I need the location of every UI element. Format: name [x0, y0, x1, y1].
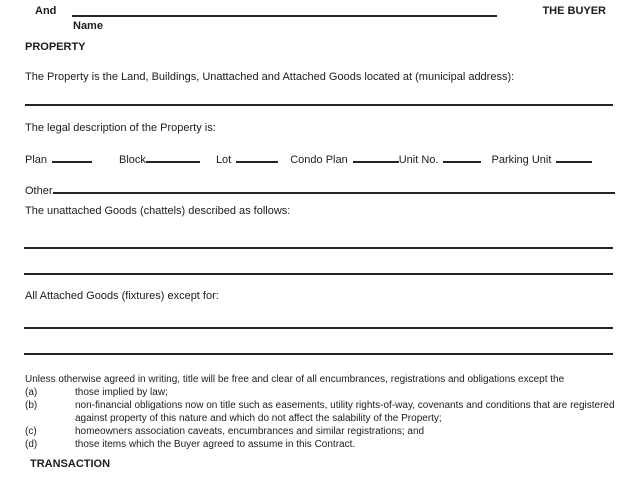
unit-no-label: Unit No.: [398, 154, 439, 166]
encumbrances-intro: Unless otherwise agreed in writing, title will be free and clear of all encumbrances, registrations and obligations except the: [25, 374, 565, 385]
unattached-goods-line-1[interactable]: [24, 247, 613, 249]
clause-label-b: (b): [25, 400, 38, 411]
other-field-line[interactable]: [53, 181, 615, 194]
transaction-heading: TRANSACTION: [30, 458, 111, 470]
clause-text-c: homeowners association caveats, encumbrances and similar registrations; and: [75, 426, 425, 437]
unattached-goods-line-2[interactable]: [24, 273, 613, 275]
buyer-name-field-line[interactable]: [72, 15, 497, 17]
legal-description-label: The legal description of the Property is:: [25, 122, 216, 134]
block-label: Block: [119, 154, 146, 166]
encumbrances-section: [25, 373, 625, 451]
attached-goods-line-2[interactable]: [24, 353, 613, 355]
clause-text-a: those implied by law;: [75, 387, 168, 398]
lot-label: Lot: [215, 154, 232, 166]
clause-item-c: [25, 425, 625, 438]
condo-plan-field[interactable]: [353, 151, 399, 163]
clause-text-b: non-financial obligations now on title such as easements, utility rights-of-way, covenants and conditions that are registered against property of this nature and which do not affect the salability of the Property;: [75, 400, 615, 424]
clause-item-d: [25, 438, 625, 451]
other-label: Other: [25, 185, 53, 197]
property-intro: The Property is the Land, Buildings, Unattached and Attached Goods located at (municipal address):: [25, 71, 515, 83]
legal-description-fields-row: [25, 151, 592, 167]
clause-text-d: those items which the Buyer agreed to assume in this Contract.: [75, 439, 356, 450]
unattached-goods-label: The unattached Goods (chattels) described as follows:: [25, 205, 291, 217]
unit-no-field[interactable]: [443, 151, 481, 163]
clause-label-a: (a): [25, 387, 38, 398]
parking-unit-label: Parking Unit: [491, 154, 552, 166]
clause-item-b: [25, 399, 625, 425]
plan-field[interactable]: [52, 151, 92, 163]
the-buyer-label: THE BUYER: [542, 5, 606, 17]
clause-item-a: [25, 386, 625, 399]
clause-label-c: (c): [25, 426, 37, 437]
block-field[interactable]: [146, 151, 200, 163]
municipal-address-field-line[interactable]: [25, 104, 613, 106]
plan-label: Plan: [25, 154, 48, 166]
attached-goods-label: All Attached Goods (fixtures) except for:: [25, 290, 219, 302]
lot-field[interactable]: [236, 151, 278, 163]
parking-unit-field[interactable]: [556, 151, 592, 163]
clause-label-d: (d): [25, 439, 38, 450]
name-caption: Name: [73, 20, 103, 32]
condo-plan-label: Condo Plan: [290, 154, 348, 166]
and-label: And: [35, 5, 57, 17]
attached-goods-line-1[interactable]: [24, 327, 613, 329]
property-heading: PROPERTY: [25, 41, 86, 53]
other-row: [25, 181, 615, 198]
